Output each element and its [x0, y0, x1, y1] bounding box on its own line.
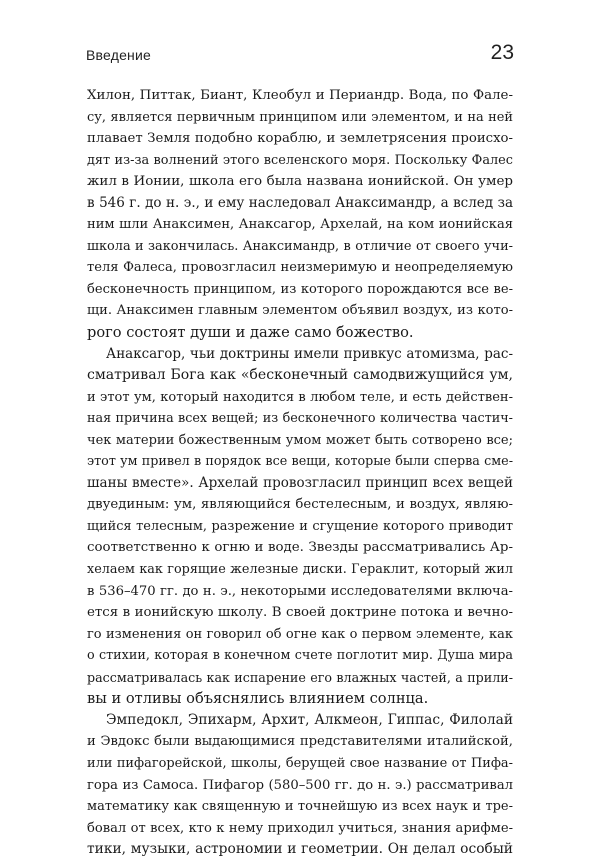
text-line: и Эвдокс были выдающимися представителями италийской,	[87, 734, 513, 750]
body-text	[87, 85, 513, 861]
text-line: Анаксагор, чьи доктрины имели привкус атомизма, рас-	[106, 345, 513, 362]
text-line: теля Фалеса, провозгласил неизмеримую и неопределяемую	[87, 260, 513, 276]
text-line: чек материи божественным умом может быть сотворено все;	[87, 432, 513, 448]
text-line: ется в ионийскую школу. В своей доктрине потока и вечно-	[87, 605, 513, 621]
text-line: рассматривалась как испарение его влажных частей, а прили-	[87, 669, 513, 685]
text-line: или пифагорейской, школы, берущей свое название от Пифа-	[87, 755, 513, 771]
text-line: Хилон, Питтак, Биант, Клеобул и Периандр. Вода, по Фале-	[87, 88, 513, 103]
text-line: соответственно к огню и воде. Звезды рассматривались Ар-	[87, 540, 513, 556]
text-line: ним шли Анаксимен, Анаксагор, Архелай, на ком ионийская	[87, 217, 513, 233]
text-line: двуединым: ум, являющийся бестелесным, и воздух, являю-	[87, 497, 513, 513]
text-line: жил в Ионии, школа его была названа ионийской. Он умер	[87, 174, 513, 190]
text-line: хелаем как горящие железные диски. Гераклит, который жил	[87, 562, 513, 578]
text-line: су, является первичным принципом или элементом, и на ней	[87, 109, 513, 125]
text-line: вы и отливы объяснялись влиянием солнца.	[87, 690, 429, 708]
text-line: в 546 г. до н. э., и ему наследовал Анаксимандр, а вслед за	[87, 194, 513, 211]
text-line: дят из-за волнений этого вселенского моря. Поскольку Фалес	[87, 152, 513, 168]
text-line: ная причина всех вещей; из бесконечного количества частич-	[87, 411, 513, 427]
text-line: щи. Анаксимен главным элементом объявил воздух, из кото-	[87, 303, 513, 319]
text-line: шаны вместе». Архелай провозгласил принцип всех вещей	[87, 474, 513, 491]
text-line: этот ум привел в порядок все вещи, которые были сперва сме-	[87, 454, 513, 470]
text-line: Эмпедокл, Эпихарм, Архит, Алкмеон, Гиппас, Филолай	[106, 711, 513, 728]
text-line: и этот ум, который находится в любом теле, и есть действен-	[87, 389, 513, 405]
text-line: тики, музыки, астрономии и геометрии. Он делал особый	[87, 841, 513, 858]
text-line: в 536–470 гг. до н. э., некоторыми исследователями включа-	[87, 583, 513, 599]
text-line: щийся телесным, разрежение и сгущение которого приводит	[87, 518, 513, 534]
text-line: бесконечность принципом, из которого порождаются все ве-	[87, 281, 513, 297]
text-line: сматривал Бога как «бесконечный самодвижущийся ум,	[87, 367, 513, 384]
text-line: гора из Самоса. Пифагор (580–500 гг. до н. э.) рассматривал	[87, 777, 513, 793]
page-number: 23	[490, 41, 514, 64]
text-line: школа и закончилась. Анаксимандр, в отличие от своего учи-	[87, 238, 513, 254]
text-line: го изменения он говорил об огне как о первом элементе, как	[87, 626, 513, 642]
text-line: рого состоят души и даже само божество.	[87, 324, 414, 342]
running-header-section: Введение	[86, 47, 151, 63]
text-line: о стихии, которая в конечном счете поглотит мир. Душа мира	[87, 648, 513, 664]
text-line: математику как священную и точнейшую из всех наук и тре-	[87, 799, 513, 815]
text-line: плавает Земля подобно кораблю, и землетрясения происхо-	[87, 131, 513, 147]
text-line: бовал от всех, кто к нему приходил учиться, знания арифме-	[87, 820, 513, 836]
